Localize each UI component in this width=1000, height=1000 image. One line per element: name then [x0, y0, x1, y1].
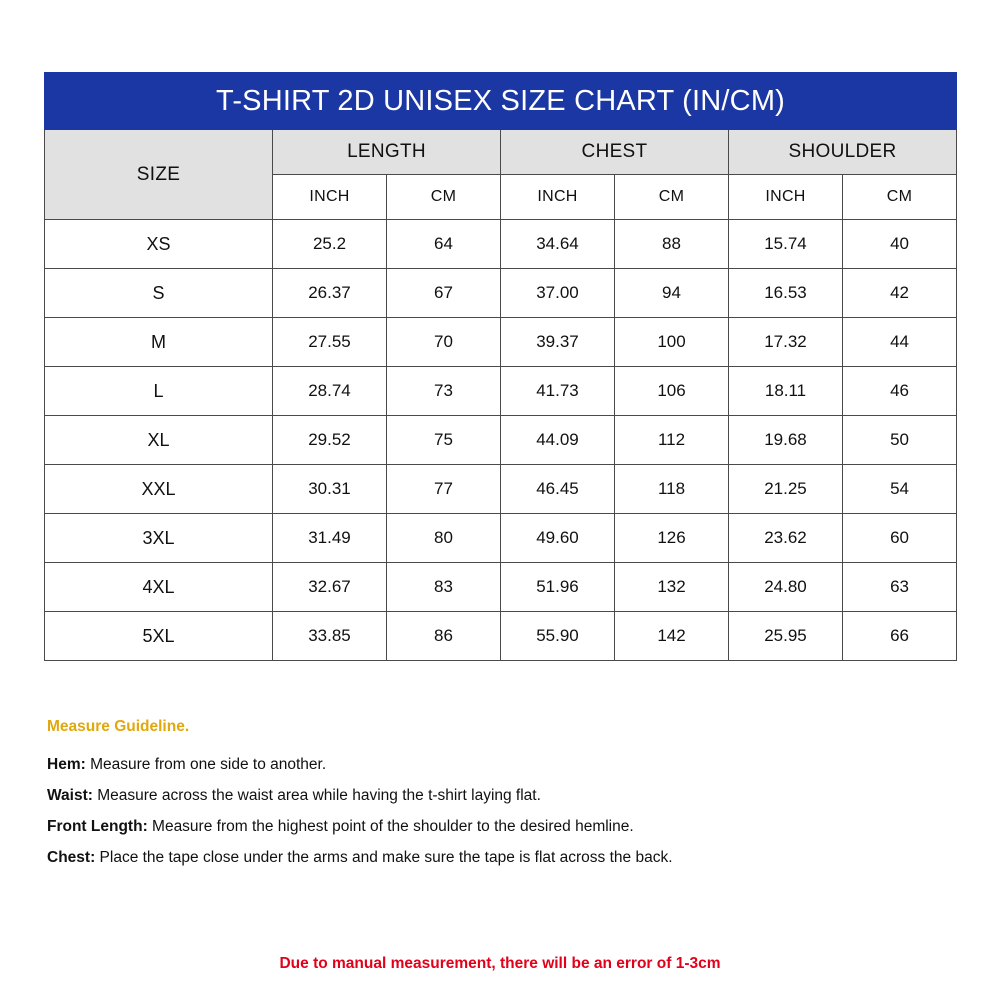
cell-length-cm: 64: [387, 220, 501, 269]
unit-header-chest-inch: INCH: [501, 175, 615, 220]
cell-shoulder-cm: 42: [843, 269, 957, 318]
table-row: [45, 612, 957, 661]
cell-length-cm: 80: [387, 514, 501, 563]
cell-shoulder-cm: 40: [843, 220, 957, 269]
guideline-item: Front Length: Measure from the highest point of the shoulder to the desired hemline.: [47, 818, 634, 835]
cell-length-cm: 73: [387, 367, 501, 416]
cell-size: XL: [45, 416, 273, 465]
cell-chest-inch: 34.64: [501, 220, 615, 269]
cell-shoulder-cm: 50: [843, 416, 957, 465]
cell-size: XS: [45, 220, 273, 269]
unit-header-chest-cm: CM: [615, 175, 729, 220]
chart-title: T-SHIRT 2D UNISEX SIZE CHART (IN/CM): [45, 73, 957, 130]
cell-chest-inch: 44.09: [501, 416, 615, 465]
guideline-item: Chest: Place the tape close under the arms and make sure the tape is flat across the back.: [47, 849, 673, 866]
cell-shoulder-inch: 17.32: [729, 318, 843, 367]
cell-size: XXL: [45, 465, 273, 514]
cell-chest-cm: 132: [615, 563, 729, 612]
table-row: [45, 220, 957, 269]
cell-chest-inch: 41.73: [501, 367, 615, 416]
guideline-label-waist: Waist: [47, 787, 88, 804]
cell-shoulder-cm: 46: [843, 367, 957, 416]
cell-length-inch: 30.31: [273, 465, 387, 514]
cell-length-inch: 31.49: [273, 514, 387, 563]
group-header-row: [45, 130, 957, 175]
cell-chest-cm: 94: [615, 269, 729, 318]
cell-length-cm: 67: [387, 269, 501, 318]
guideline-title: Measure Guideline.: [47, 718, 190, 735]
cell-length-cm: 86: [387, 612, 501, 661]
cell-size: 4XL: [45, 563, 273, 612]
cell-length-inch: 32.67: [273, 563, 387, 612]
column-header-length: LENGTH: [273, 130, 501, 175]
table-row: [45, 563, 957, 612]
cell-shoulder-inch: 19.68: [729, 416, 843, 465]
cell-chest-cm: 100: [615, 318, 729, 367]
cell-shoulder-cm: 54: [843, 465, 957, 514]
cell-shoulder-cm: 44: [843, 318, 957, 367]
cell-shoulder-inch: 18.11: [729, 367, 843, 416]
measurement-disclaimer: Due to manual measurement, there will be an error of 1-3cm: [279, 955, 721, 972]
cell-chest-inch: 55.90: [501, 612, 615, 661]
cell-length-inch: 25.2: [273, 220, 387, 269]
table-row: [45, 416, 957, 465]
guideline-text-chest: Place the tape close under the arms and make sure the tape is flat across the back.: [99, 849, 673, 866]
cell-shoulder-cm: 66: [843, 612, 957, 661]
table-row: [45, 318, 957, 367]
guideline-text-waist: Measure across the waist area while having the t-shirt laying flat.: [97, 787, 541, 804]
cell-length-inch: 28.74: [273, 367, 387, 416]
table-row: [45, 514, 957, 563]
guideline-item: Hem: Measure from one side to another.: [47, 756, 327, 773]
table-row: [45, 269, 957, 318]
table-title-row: [45, 73, 957, 130]
unit-header-length-inch: INCH: [273, 175, 387, 220]
guideline-item: Waist: Measure across the waist area while having the t-shirt laying flat.: [47, 787, 541, 804]
cell-length-cm: 77: [387, 465, 501, 514]
cell-length-cm: 83: [387, 563, 501, 612]
cell-chest-cm: 106: [615, 367, 729, 416]
guideline-text-front-length: Measure from the highest point of the shoulder to the desired hemline.: [152, 818, 634, 835]
cell-shoulder-cm: 60: [843, 514, 957, 563]
size-chart-container: [44, 72, 956, 661]
cell-length-inch: 26.37: [273, 269, 387, 318]
column-header-shoulder: SHOULDER: [729, 130, 957, 175]
unit-header-shoulder-inch: INCH: [729, 175, 843, 220]
table-row: [45, 367, 957, 416]
cell-size: L: [45, 367, 273, 416]
guideline-label-chest: Chest: [47, 849, 91, 866]
cell-chest-cm: 88: [615, 220, 729, 269]
cell-shoulder-inch: 15.74: [729, 220, 843, 269]
column-header-chest: CHEST: [501, 130, 729, 175]
cell-length-inch: 33.85: [273, 612, 387, 661]
cell-shoulder-inch: 21.25: [729, 465, 843, 514]
cell-chest-inch: 51.96: [501, 563, 615, 612]
cell-length-inch: 27.55: [273, 318, 387, 367]
cell-shoulder-inch: 23.62: [729, 514, 843, 563]
measure-guidelines: [47, 718, 947, 873]
cell-length-cm: 70: [387, 318, 501, 367]
table-row: [45, 465, 957, 514]
cell-chest-inch: 49.60: [501, 514, 615, 563]
cell-size: 3XL: [45, 514, 273, 563]
cell-size: S: [45, 269, 273, 318]
cell-size: M: [45, 318, 273, 367]
cell-size: 5XL: [45, 612, 273, 661]
cell-length-cm: 75: [387, 416, 501, 465]
cell-shoulder-inch: 16.53: [729, 269, 843, 318]
cell-shoulder-inch: 24.80: [729, 563, 843, 612]
unit-header-length-cm: CM: [387, 175, 501, 220]
unit-header-shoulder-cm: CM: [843, 175, 957, 220]
cell-chest-cm: 142: [615, 612, 729, 661]
cell-chest-inch: 46.45: [501, 465, 615, 514]
cell-chest-cm: 112: [615, 416, 729, 465]
cell-shoulder-cm: 63: [843, 563, 957, 612]
cell-chest-inch: 37.00: [501, 269, 615, 318]
cell-chest-cm: 118: [615, 465, 729, 514]
column-header-size: SIZE: [45, 130, 273, 220]
cell-chest-inch: 39.37: [501, 318, 615, 367]
cell-chest-cm: 126: [615, 514, 729, 563]
cell-shoulder-inch: 25.95: [729, 612, 843, 661]
size-chart-table: [44, 72, 957, 661]
guideline-text-hem: Measure from one side to another.: [90, 756, 327, 773]
guideline-label-front-length: Front Length: [47, 818, 143, 835]
guideline-label-hem: Hem: [47, 756, 81, 773]
cell-length-inch: 29.52: [273, 416, 387, 465]
